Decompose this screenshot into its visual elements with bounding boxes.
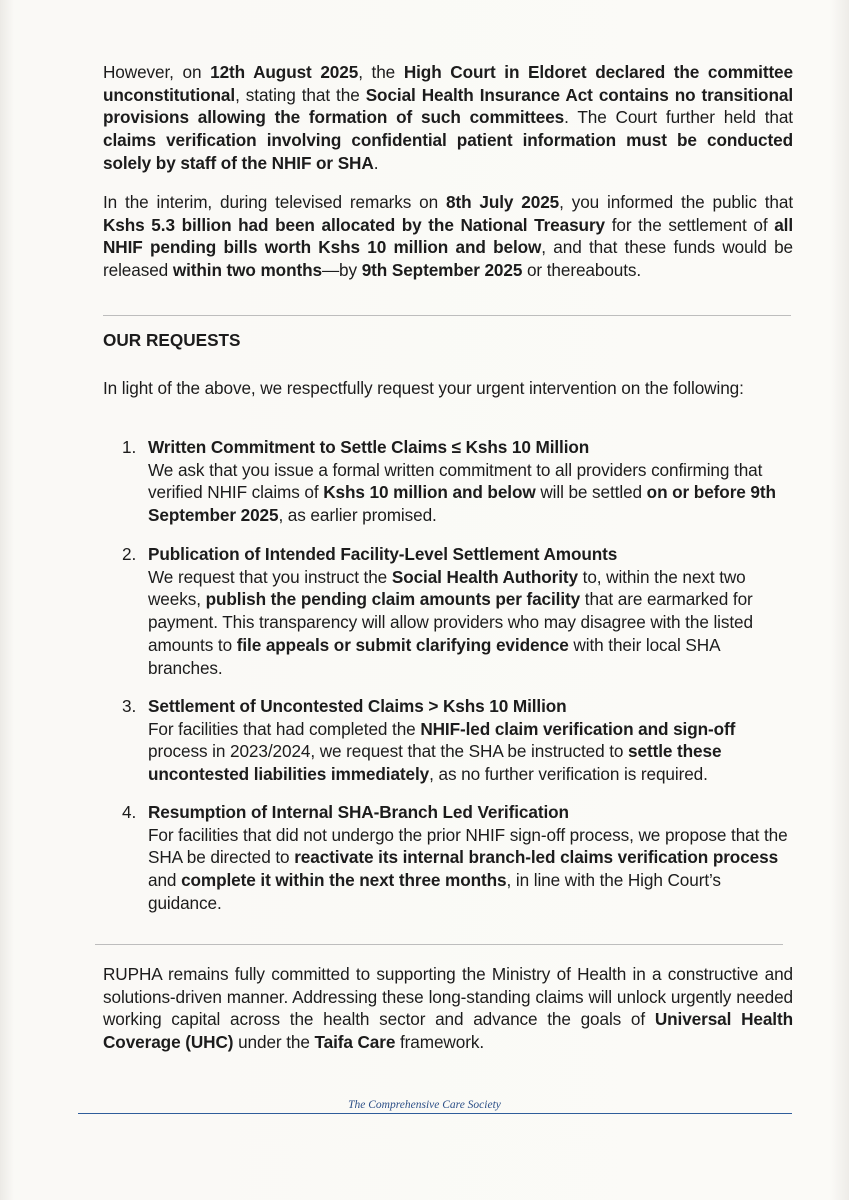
- body-text: , the: [358, 62, 404, 82]
- request-body: [148, 566, 794, 680]
- body-text: . The Court further held that: [564, 107, 793, 128]
- emphasis-text: 9th September 2025: [361, 260, 523, 281]
- emphasis-text: 8th July 2025: [446, 192, 560, 212]
- emphasis-text: Kshs 5.3 billion had been allocated by the National Treasury: [103, 214, 606, 235]
- emphasis-text: reactivate its internal branch-led claims verification process: [294, 847, 779, 868]
- body-text: , as earlier promised.: [278, 505, 437, 526]
- body-text: under the: [233, 1032, 315, 1053]
- body-text: process in 2023/2024, we request that the SHA be instructed to: [148, 741, 629, 762]
- request-number: 2.: [122, 544, 137, 564]
- emphasis-text: Universal Health Coverage (UHC): [103, 1009, 793, 1053]
- body-text: will be settled: [535, 482, 647, 503]
- emphasis-text: NHIF-led claim verification and sign-off: [420, 718, 736, 739]
- emphasis-text: all NHIF pending bills worth Kshs 10 million and below: [103, 214, 793, 258]
- body-text: with their local SHA branches.: [148, 634, 720, 678]
- request-number: 1.: [122, 437, 137, 457]
- emphasis-text: claims verification involving confidential patient information must be conducted solely by staff of the NHIF or SHA: [103, 130, 793, 173]
- body-text: For facilities that had completed the: [148, 718, 421, 739]
- request-title: Written Commitment to Settle Claims ≤ Kshs 10 Million: [148, 437, 590, 457]
- request-title: Settlement of Uncontested Claims > Kshs 10 Million: [148, 696, 567, 716]
- body-text: .: [373, 152, 379, 173]
- body-text: —by: [321, 260, 362, 281]
- emphasis-text: complete it within the next three months: [181, 870, 507, 891]
- emphasis-text: within two months: [172, 260, 322, 281]
- requests-heading: OUR REQUESTS: [103, 330, 241, 350]
- section-divider-bottom: [95, 944, 783, 945]
- emphasis-text: Social Health Insurance Act contains no transitional provisions allowing the formation of such committees: [103, 84, 793, 128]
- emphasis-text: file appeals or submit clarifying evidence: [236, 634, 569, 655]
- request-body: [148, 459, 794, 527]
- section-divider-top: [103, 315, 791, 316]
- body-text: In the interim, during televised remarks on: [103, 192, 447, 212]
- body-text: , as no further verification is required.: [429, 764, 708, 785]
- request-body: [148, 824, 794, 915]
- emphasis-text: settle these uncontested liabilities immediately: [148, 741, 722, 785]
- body-text: framework.: [395, 1032, 485, 1053]
- body-text: We ask that you issue a formal written commitment to all providers confirming that verified NHIF claims of: [148, 459, 763, 503]
- paragraph-closing: [103, 963, 793, 1054]
- emphasis-text: publish the pending claim amounts per facility: [205, 589, 581, 610]
- body-text: In light of the above, we respectfully request your urgent intervention on the following:: [103, 378, 744, 398]
- footer-divider: [78, 1113, 792, 1114]
- paragraph-court-ruling: [103, 61, 793, 175]
- body-text: RUPHA remains fully committed to supporting the Ministry of Health in a constructive and solutions-driven manner. Addressing these long-standing claims will unlock urgently needed working capital across the health sector and advance the goals of: [103, 964, 793, 1030]
- body-text: that are earmarked for payment. This transparency will allow providers who may disagree with the listed amounts to: [148, 589, 753, 655]
- emphasis-text: 12th August 2025: [210, 62, 359, 82]
- body-text: , in line with the High Court’s guidance.: [148, 870, 721, 913]
- body-text: However, on: [103, 62, 211, 82]
- request-number: 4.: [122, 802, 137, 822]
- body-text: or thereabouts.: [522, 260, 642, 281]
- body-text: and: [148, 870, 182, 891]
- emphasis-text: Social Health Authority: [391, 566, 578, 587]
- request-body: [148, 718, 794, 786]
- emphasis-text: High Court in Eldoret declared the committee unconstitutional: [103, 62, 793, 105]
- emphasis-text: Taifa Care: [314, 1032, 396, 1053]
- body-text: , stating that the: [235, 84, 366, 105]
- request-number: 3.: [122, 696, 137, 716]
- body-text: , you informed the public that: [559, 192, 793, 212]
- body-text: to, within the next two weeks,: [148, 566, 746, 610]
- body-text: , and that these funds would be released: [103, 237, 793, 281]
- body-text: For facilities that did not undergo the prior NHIF sign-off process, we propose that the SHA be directed to: [148, 824, 788, 868]
- paragraph-requests-intro: [103, 377, 793, 400]
- body-text: We request that you instruct the: [148, 566, 392, 587]
- emphasis-text: on or before 9th September 2025: [148, 482, 776, 526]
- paragraph-treasury-allocation: [103, 191, 793, 282]
- body-text: for the settlement of: [605, 214, 775, 235]
- request-title: Publication of Intended Facility-Level Settlement Amounts: [148, 544, 618, 564]
- emphasis-text: Kshs 10 million and below: [323, 482, 536, 503]
- request-title: Resumption of Internal SHA-Branch Led Verification: [148, 802, 569, 822]
- footer-society-name: The Comprehensive Care Society: [348, 1099, 501, 1111]
